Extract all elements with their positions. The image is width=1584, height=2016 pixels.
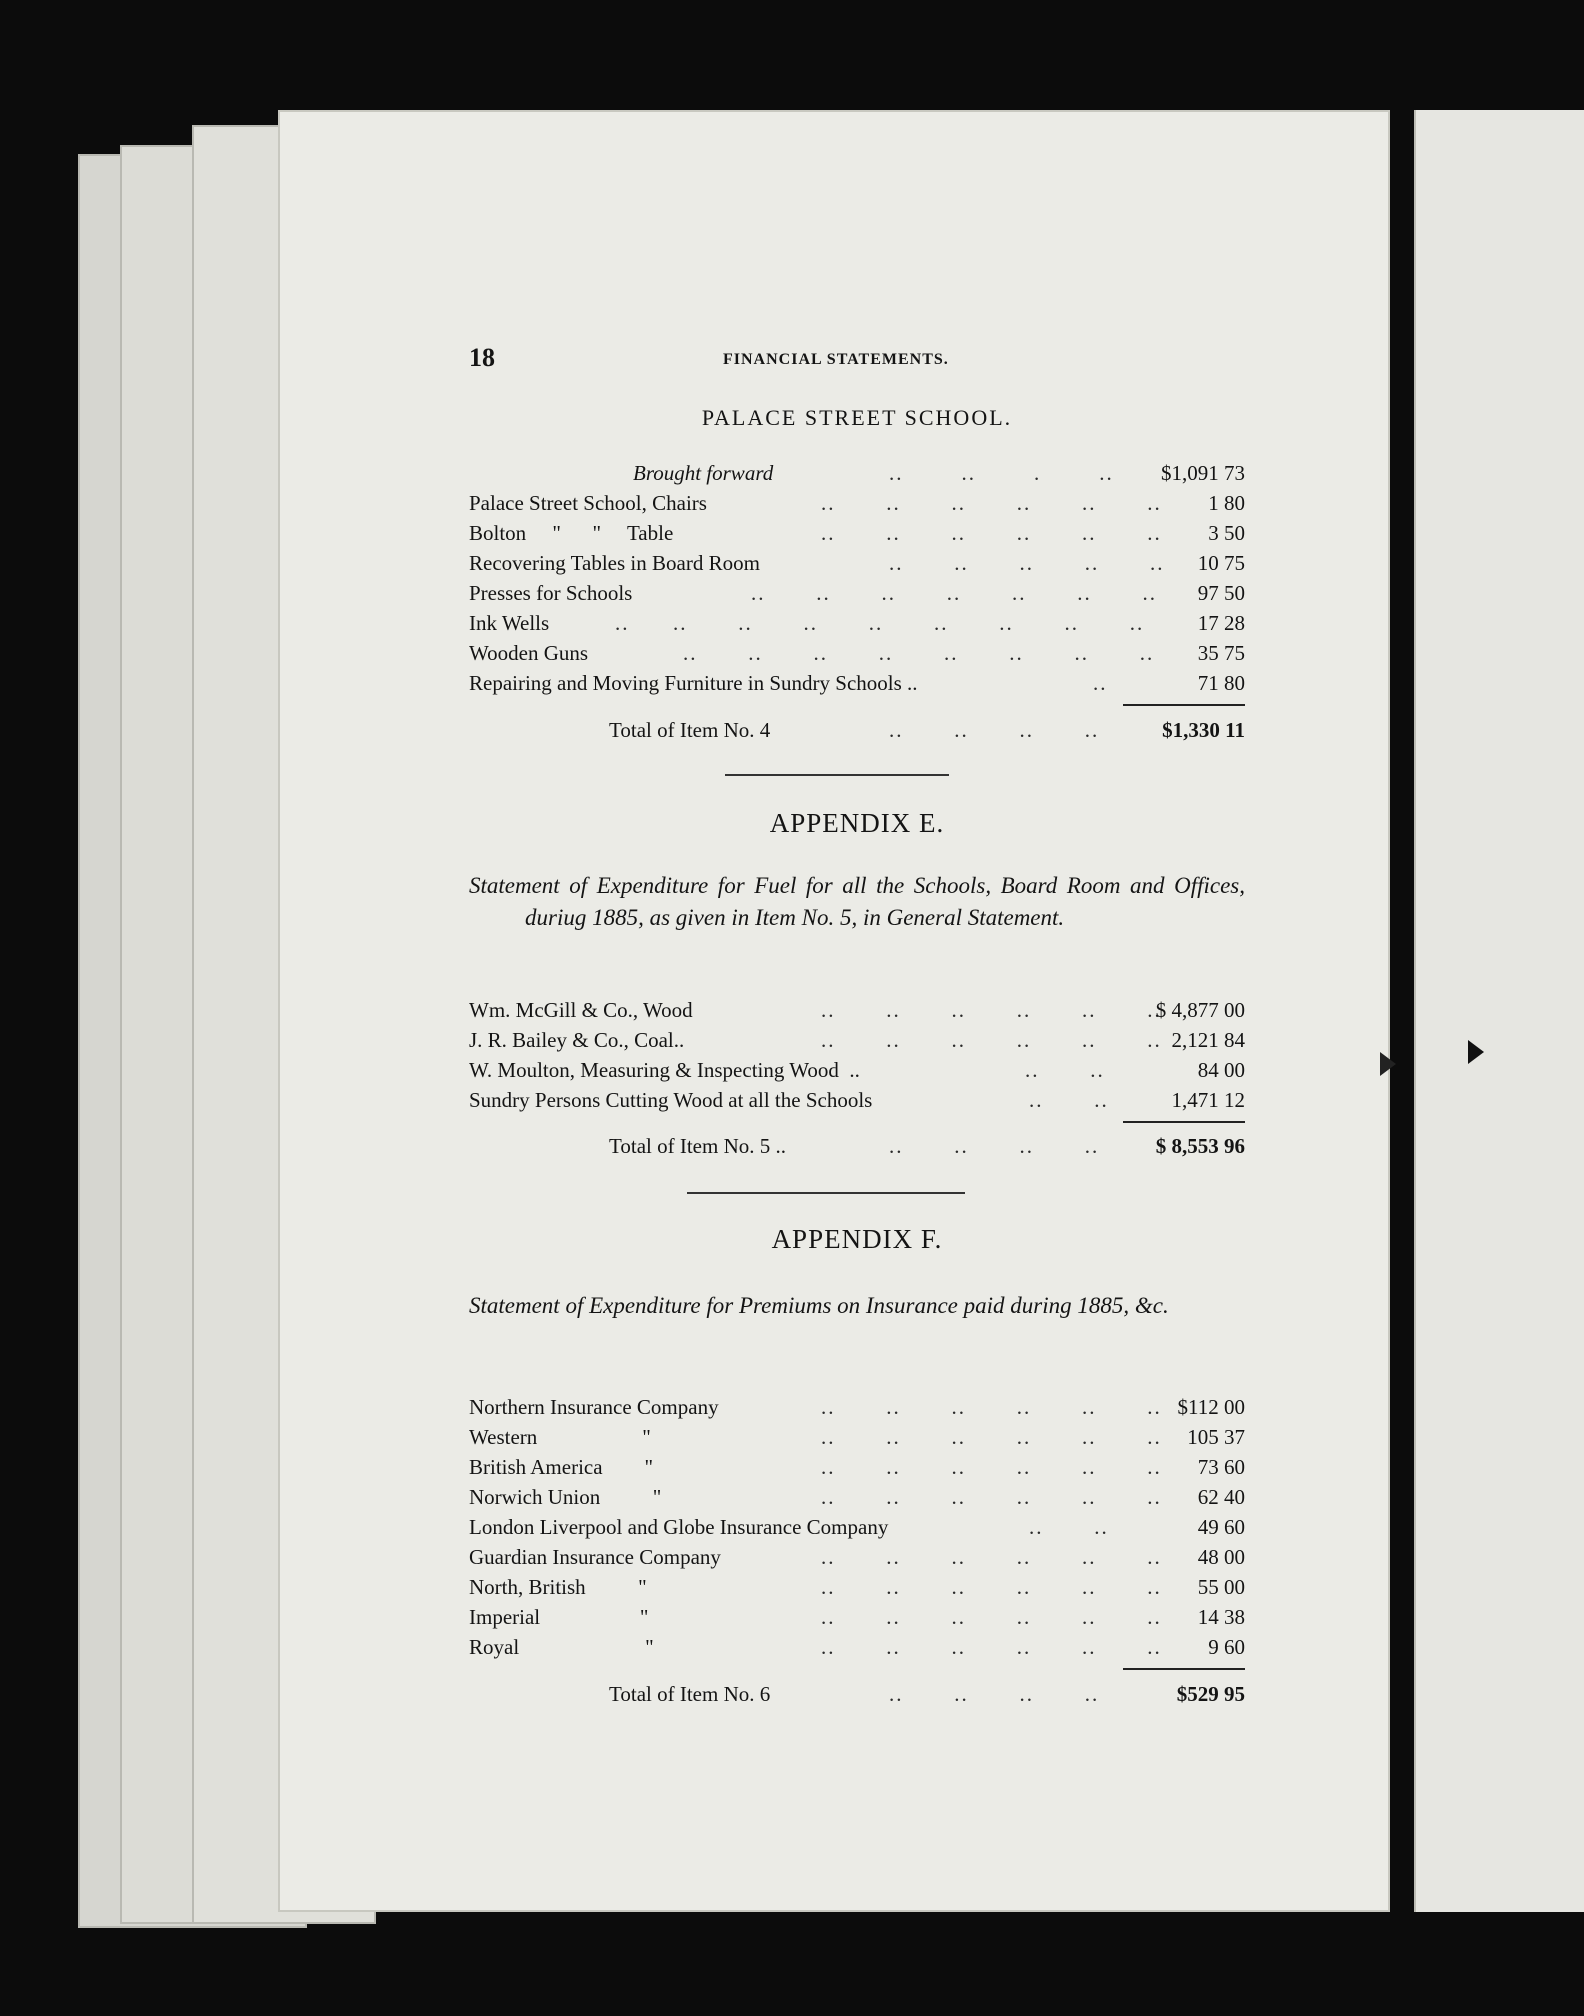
row-amount: 71 80 [1197,671,1245,695]
row-label: Wm. McGill & Co., Wood [469,998,693,1022]
leader-dots: .. .. [1029,1088,1109,1112]
leader-dots: .. .. . .. [889,461,1114,485]
row-amount: 1 80 [1208,491,1245,515]
row-label: Northern Insurance Company [469,1395,719,1419]
leader-dots: .. [1093,671,1108,695]
sum-rule [1123,704,1245,706]
row-label: Imperial " [469,1605,649,1629]
table-row [469,638,1245,668]
leader-dots: .. .. [1025,1058,1105,1082]
total-row [469,1679,1245,1709]
total-row [469,1131,1245,1161]
table-row [469,1602,1245,1632]
sum-rule [1123,1668,1245,1670]
facing-page-edge [1414,110,1584,1912]
row-label: Norwich Union " [469,1485,662,1509]
row-amount: 49 60 [1197,1515,1245,1539]
leader-dots: .. .. .. .. [889,1134,1100,1158]
row-amount: 55 00 [1197,1575,1245,1599]
ink-blot-icon [1468,1040,1484,1064]
row-amount: 1,471 12 [1171,1088,1245,1112]
row-label: Royal " [469,1635,654,1659]
row-amount: $112 00 [1177,1395,1245,1419]
total-amount: $529 95 [1176,1682,1245,1706]
row-amount: 17 28 [1197,611,1245,635]
section-divider [725,774,949,776]
appendix-e-heading: APPENDIX E. [769,808,945,838]
appendix-f-heading: APPENDIX F. [771,1224,943,1254]
leader-dots: .. .. .. .. .. .. [821,1545,1162,1569]
row-label: Bolton " " Table [469,521,674,545]
leader-dots: .. .. .. .. .. .. [821,491,1162,515]
statement-text: Statement of Expenditure for Premiums on Insurance paid during 1885, &c. [469,1293,1169,1318]
row-label: North, British " [469,1575,647,1599]
row-amount: 2,121 84 [1171,1028,1245,1052]
row-amount: 84 00 [1197,1058,1245,1082]
leader-dots: .. .. .. .. [889,1682,1100,1706]
leader-dots: .. .. .. .. .. .. [821,1605,1162,1629]
row-label: Recovering Tables in Board Room [469,551,760,575]
row-label: Wooden Guns [469,641,589,665]
row-amount: $1,091 73 [1161,461,1245,485]
row-amount: 14 38 [1197,1605,1245,1629]
table-row [469,1055,1245,1085]
leader-dots: .. .. .. .. .. .. [821,521,1162,545]
row-amount: 35 75 [1197,641,1245,665]
table-row [469,1025,1245,1055]
table-row [469,458,1245,488]
row-amount: 105 37 [1187,1425,1245,1449]
row-label: Brought forward [633,461,774,485]
table-row [469,548,1245,578]
row-amount: 97 50 [1197,581,1245,605]
total-amount: $ 8,553 96 [1155,1134,1245,1158]
row-label: Presses for Schools [469,581,633,605]
table-row [469,1392,1245,1422]
total-amount: $1,330 11 [1162,718,1245,742]
appendix-f-statement [469,1290,1245,1322]
table-row [469,1422,1245,1452]
leader-dots: .. .. .. .. .. .. .. [751,581,1157,605]
sum-rule [1123,1121,1245,1123]
leader-dots: .. .. [1029,1515,1109,1539]
row-label: Guardian Insurance Company [469,1545,721,1569]
table-row [469,1452,1245,1482]
leader-dots: .. .. .. .. .. .. [821,1425,1162,1449]
leader-dots: .. .. .. .. .. .. [821,998,1162,1022]
row-amount: 3 50 [1208,521,1245,545]
table-row [469,995,1245,1025]
table-row [469,1542,1245,1572]
leader-dots: .. .. .. .. .. .. [821,1028,1162,1052]
row-label: Palace Street School, Chairs [469,491,707,515]
row-amount: 62 40 [1197,1485,1245,1509]
table-row [469,668,1245,698]
row-label: London Liverpool and Globe Insurance Company [469,1515,889,1539]
row-label: Repairing and Moving Furniture in Sundry Schools .. [469,671,918,695]
leader-dots: .. .. .. .. .. .. [821,1485,1162,1509]
table-row [469,518,1245,548]
leader-dots: .. .. .. .. [889,718,1100,742]
row-label: W. Moulton, Measuring & Inspecting Wood .. [469,1058,860,1082]
page-edge-mark-icon [1380,1052,1396,1076]
section-divider [687,1192,965,1194]
row-label: J. R. Bailey & Co., Coal.. [469,1028,685,1052]
total-row [469,715,1245,745]
table-row [469,488,1245,518]
leader-dots: .. .. .. .. .. [889,551,1165,575]
total-label: Total of Item No. 6 [609,1682,771,1706]
leader-dots: .. .. .. .. .. .. [821,1635,1162,1659]
table-row [469,1085,1245,1115]
table-row [469,608,1245,638]
total-label: Total of Item No. 4 [609,718,771,742]
leader-dots: .. .. .. .. .. .. [821,1455,1162,1479]
table-row [469,1572,1245,1602]
running-head: FINANCIAL STATEMENTS. [723,351,949,368]
total-label: Total of Item No. 5 .. [609,1134,786,1158]
palace-heading: PALACE STREET SCHOOL. [701,405,1013,430]
leader-dots: .. .. .. .. .. .. .. .. .. [615,611,1145,635]
statement-text: Statement of Expenditure for Fuel for all the Schools, Board Room and Offices, duriug 1885, as given in Item No. 5, in General Statement. [469,873,1245,930]
table-row [469,1632,1245,1662]
table-row [469,1512,1245,1542]
page-number: 18 [469,343,495,372]
row-label: Ink Wells [469,611,550,635]
appendix-e-statement [469,870,1245,934]
table-row [469,578,1245,608]
row-amount: 9 60 [1208,1635,1245,1659]
row-amount: 48 00 [1197,1545,1245,1569]
row-amount: $ 4,877 00 [1155,998,1245,1022]
row-label: Sundry Persons Cutting Wood at all the Schools [469,1088,873,1112]
leader-dots: .. .. .. .. .. .. [821,1575,1162,1599]
leader-dots: .. .. .. .. .. .. .. .. [683,641,1155,665]
row-amount: 10 75 [1197,551,1245,575]
leader-dots: .. .. .. .. .. .. [821,1395,1162,1419]
row-label: British America " [469,1455,654,1479]
row-label: Western " [469,1425,651,1449]
row-amount: 73 60 [1197,1455,1245,1479]
table-row [469,1482,1245,1512]
